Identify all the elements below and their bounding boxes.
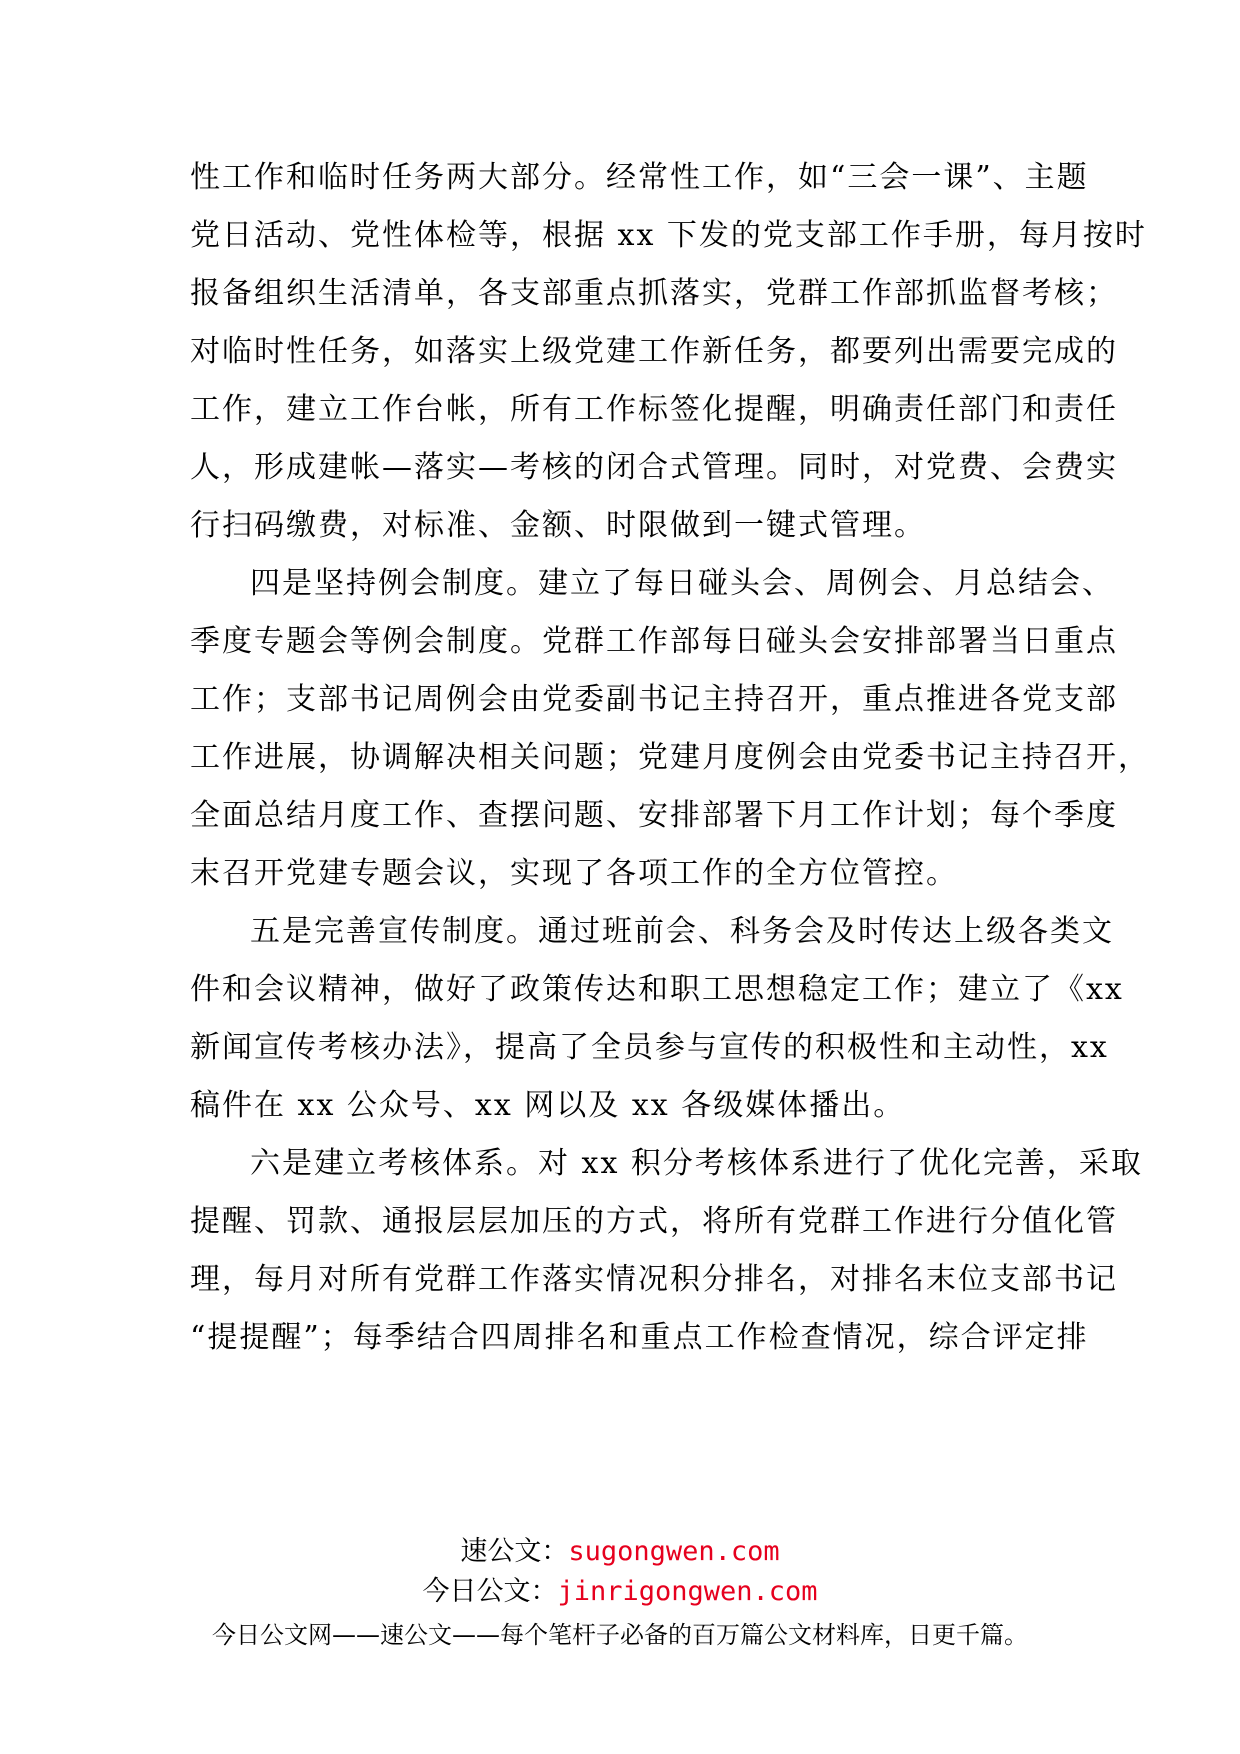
body-line: 报备组织生活清单，各支部重点抓落实，党群工作部抓监督考核； (190, 276, 1118, 311)
body-line: 理，每月对所有党群工作落实情况积分排名，对排名末位支部书记 (190, 1262, 1118, 1297)
body-line: 提醒、罚款、通报层层加压的方式，将所有党群工作进行分值化管 (190, 1204, 1118, 1239)
body-line: 季度专题会等例会制度。党群工作部每日碰头会安排部署当日重点 (190, 624, 1118, 659)
body-line: 末召开党建专题会议，实现了各项工作的全方位管控。 (190, 856, 958, 891)
body-line: 性工作和临时任务两大部分。经常性工作，如“三会一课”、主题 (190, 160, 1089, 195)
body-line: “提提醒”；每季结合四周排名和重点工作检查情况，综合评定排 (190, 1320, 1089, 1355)
body-line: 稿件在 xx 公众号、xx 网以及 xx 各级媒体播出。 (190, 1088, 906, 1123)
body-line: 新闻宣传考核办法》，提高了全员参与宣传的积极性和主动性，xx (190, 1030, 1109, 1065)
body-line: 全面总结月度工作、查摆问题、安排部署下月工作计划；每个季度 (190, 798, 1118, 833)
body-line: 对临时性任务，如落实上级党建工作新任务，都要列出需要完成的 (190, 334, 1118, 369)
footer-jinrigongwen (0, 1572, 1240, 1612)
paragraph-first-line: 五是完善宣传制度。通过班前会、科务会及时传达上级各类文 (250, 914, 1114, 949)
body-line: 人，形成建帐—落实—考核的闭合式管理。同时，对党费、会费实 (190, 450, 1118, 485)
footer-sugongwen (0, 1532, 1240, 1572)
footer-label: 速公文： (460, 1536, 569, 1567)
body-line: 工作；支部书记周例会由党委副书记主持召开，重点推进各党支部 (190, 682, 1118, 717)
paragraph-first-line: 四是坚持例会制度。建立了每日碰头会、周例会、月总结会、 (250, 566, 1114, 601)
body-line: 工作，建立工作台帐，所有工作标签化提醒，明确责任部门和责任 (190, 392, 1118, 427)
footer-label: 今日公文： (422, 1576, 558, 1607)
footer-slogan: 今日公文网——速公文——每个笔杆子必备的百万篇公文材料库，日更千篇。 (212, 1621, 1028, 1649)
body-line: 工作进展，协调解决相关问题；党建月度例会由党委书记主持召开， (190, 740, 1150, 775)
paragraph-first-line: 六是建立考核体系。对 xx 积分考核体系进行了优化完善，采取 (250, 1146, 1143, 1181)
body-line: 件和会议精神，做好了政策传达和职工思想稳定工作；建立了《xx (190, 972, 1124, 1007)
footer-link-sugongwen[interactable]: sugongwen.com (568, 1536, 780, 1567)
body-line: 行扫码缴费，对标准、金额、时限做到一键式管理。 (190, 508, 926, 543)
body-line: 党日活动、党性体检等，根据 xx 下发的党支部工作手册，每月按时 (190, 218, 1147, 253)
footer-link-jinrigongwen[interactable]: jinrigongwen.com (557, 1576, 818, 1607)
